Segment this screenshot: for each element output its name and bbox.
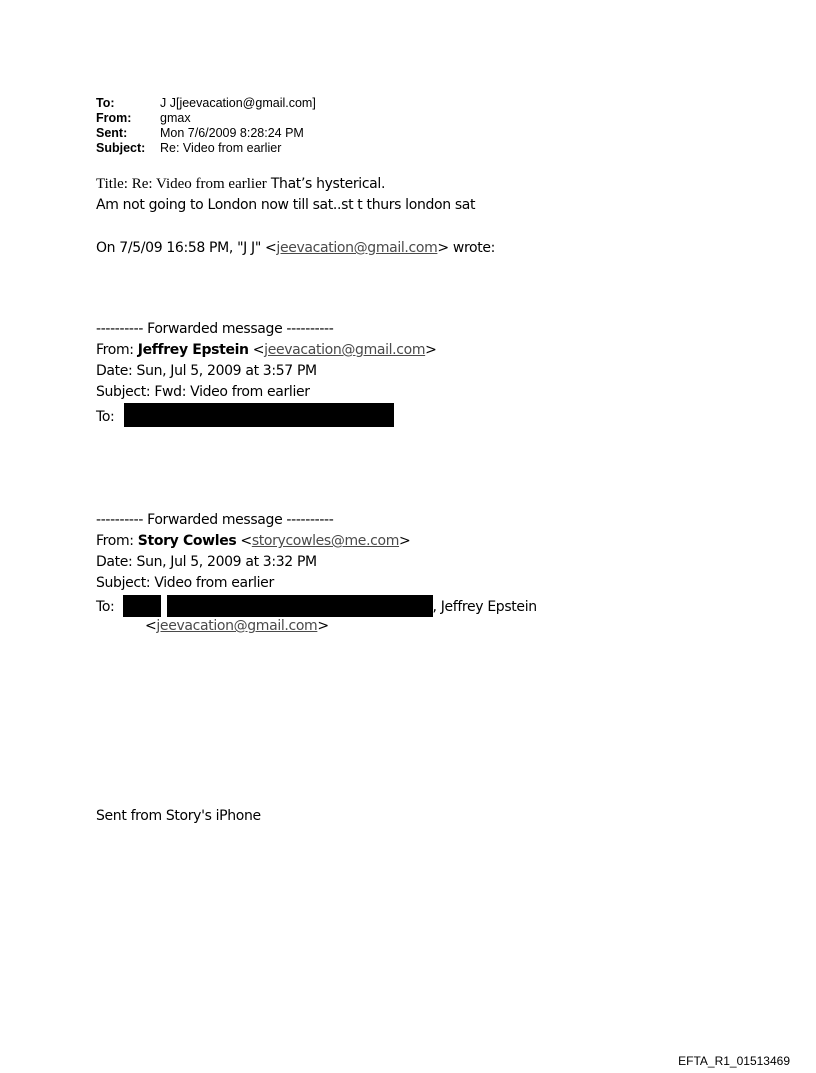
forward2-subject: Subject: Video from earlier xyxy=(96,575,274,591)
forward2-cc-line xyxy=(145,616,329,637)
forward2-to-tail: , Jeffrey Epstein xyxy=(432,599,537,615)
header-from-value: gmax xyxy=(160,111,191,125)
header-from-label: From: xyxy=(96,111,132,125)
signature: Sent from Story's iPhone xyxy=(96,808,261,824)
forward2-cc-lt: < xyxy=(145,618,157,634)
forward1-to-line xyxy=(96,403,394,428)
reply-text-1: That’s hysterical. xyxy=(266,176,386,192)
header-to-row xyxy=(96,96,316,111)
email-header xyxy=(96,96,316,156)
redaction-block xyxy=(167,595,433,617)
quote-email-link[interactable]: jeevacation@gmail.com xyxy=(276,240,438,256)
forward2-gt: > xyxy=(399,533,411,549)
document-id: EFTA_R1_01513469 xyxy=(678,1054,790,1068)
forward2-from-line xyxy=(96,531,410,552)
forward2-divider: ---------- Forwarded message ---------- xyxy=(96,512,334,528)
reply-line-1 xyxy=(96,174,385,195)
forward1-to-label: To: xyxy=(96,409,119,425)
forward2-cc-gt: > xyxy=(317,618,329,634)
forward2-date: Date: Sun, Jul 5, 2009 at 3:32 PM xyxy=(96,554,317,570)
header-sent-row xyxy=(96,126,316,141)
header-subject-row xyxy=(96,141,316,156)
forward1-email-link[interactable]: jeevacation@gmail.com xyxy=(264,342,426,358)
header-subject-value: Re: Video from earlier xyxy=(160,141,282,155)
forward1-from-line xyxy=(96,340,437,361)
forward1-from-name: Jeffrey Epstein xyxy=(137,342,249,358)
quote-line xyxy=(96,238,495,259)
forward1-lt: < xyxy=(248,342,265,358)
reply-line-2: Am not going to London now till sat..st t thurs london sat xyxy=(96,197,476,213)
forward2-to-label: To: xyxy=(96,599,119,615)
header-subject-label: Subject: xyxy=(96,141,146,155)
header-to-value: J J[jeevacation@gmail.com] xyxy=(160,96,316,110)
forward1-gt: > xyxy=(425,342,437,358)
redaction-block xyxy=(123,595,161,617)
forward2-cc-email-link[interactable]: jeevacation@gmail.com xyxy=(156,618,318,634)
forward1-from-label: From: xyxy=(96,342,138,358)
forward2-to-line xyxy=(96,595,537,618)
forward2-email-link[interactable]: storycowles@me.com xyxy=(251,533,400,549)
header-from-row xyxy=(96,111,316,126)
forward2-from-name: Story Cowles xyxy=(137,533,237,549)
forward2-lt: < xyxy=(236,533,252,549)
redaction-block xyxy=(124,403,394,427)
forward2-from-label: From: xyxy=(96,533,138,549)
header-sent-label: Sent: xyxy=(96,126,128,140)
reply-title: Title: Re: Video from earlier xyxy=(96,176,267,192)
header-sent-value: Mon 7/6/2009 8:28:24 PM xyxy=(160,126,304,140)
quote-prefix: On 7/5/09 16:58 PM, "J J" < xyxy=(96,240,277,256)
forward1-divider: ---------- Forwarded message ---------- xyxy=(96,321,334,337)
forward1-subject: Subject: Fwd: Video from earlier xyxy=(96,384,310,400)
header-to-label: To: xyxy=(96,96,115,110)
quote-suffix: > wrote: xyxy=(437,240,496,256)
forward1-date: Date: Sun, Jul 5, 2009 at 3:57 PM xyxy=(96,363,317,379)
